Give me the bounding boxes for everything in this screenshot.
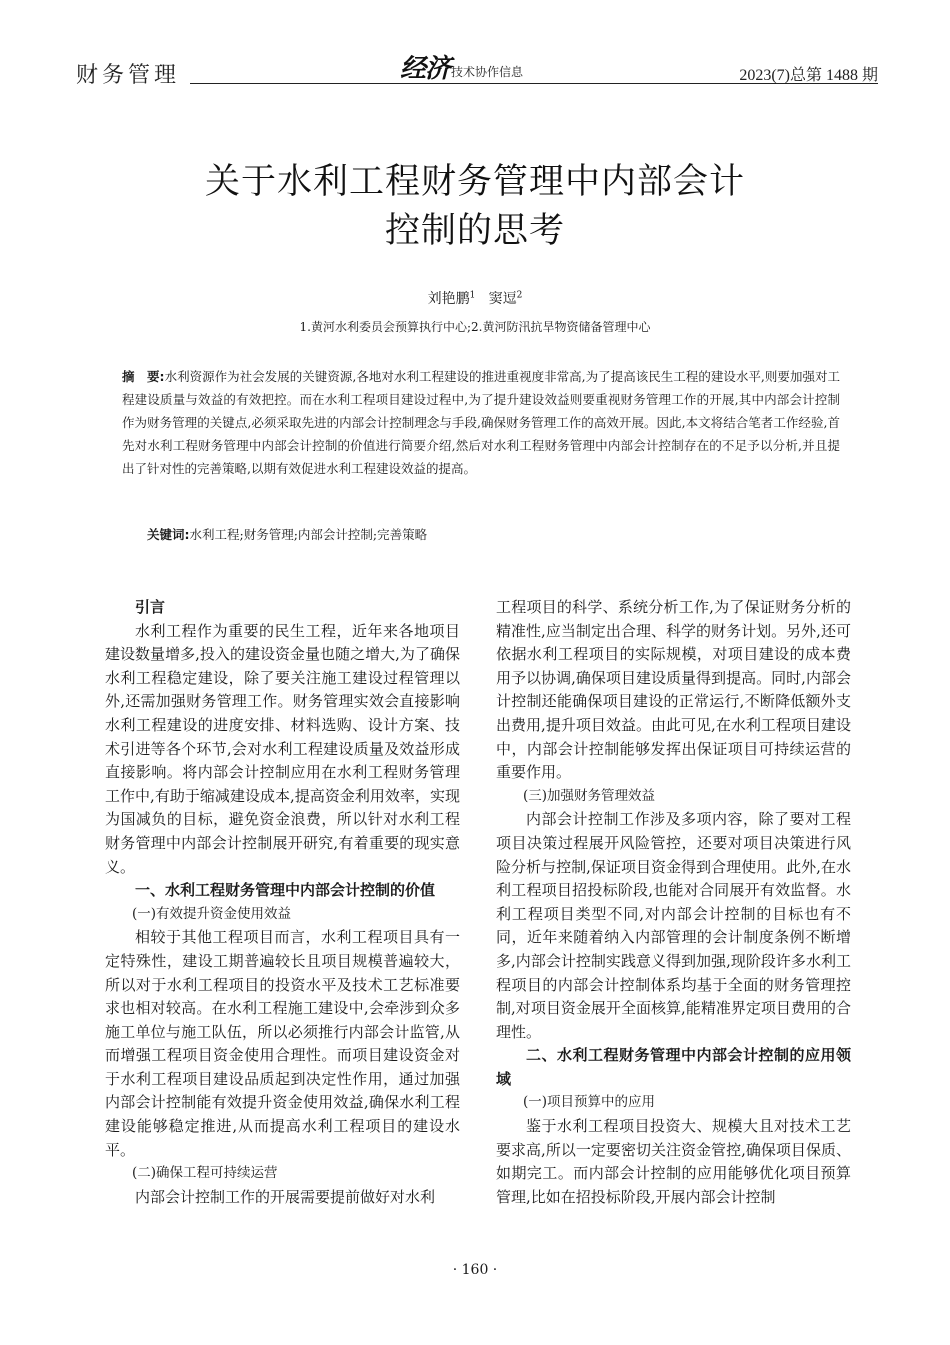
section-heading: 二、水利工程财务管理中内部会计控制的应用领域 xyxy=(496,1046,851,1088)
paragraph: 内部会计控制工作的开展需要提前做好对水利 xyxy=(135,1187,436,1206)
journal-logo: 经济 xyxy=(400,54,451,84)
subsection-heading: (一)有效提升资金使用效益 xyxy=(132,905,292,922)
keywords xyxy=(147,525,847,543)
paragraph: 内部会计控制工作涉及多项内容，除了要对工程项目决策过程展开风险管控，还要对项目决策进行风险分析与控制,保证项目资金得到合理使用。此外,在水利工程项目招投标阶段,也能对合同展开有效监督。水利工程项目类型不同,对内部会计控制的目标也有不同，近年来随着纳入内部管理的会计制度条例不断增多,内部会计控制实践意义得到加强,现阶段许多水利工程项目的内部会计控制体系均基于全面的财务管理控制,对项目资金展开全面核算,能精准界定项目费用的合理性。 xyxy=(496,810,851,1041)
subsection-heading: (三)加强财务管理效益 xyxy=(523,787,656,804)
body-column-left xyxy=(105,596,460,1209)
section-heading: 一、水利工程财务管理中内部会计控制的价值 xyxy=(135,881,436,900)
abstract-label: 摘 要: xyxy=(122,369,165,384)
paragraph: 工程项目的科学、系统分析工作,为了保证财务分析的精准性,应当制定出合理、科学的财务计划。另外,还可依据水利工程项目的实际规模，对项目建设的成本费用予以协调,确保项目建设质量得到提高。同时,内部会计控制还能确保项目建设的正常运行,不断降低额外支出费用,提升项目效益。由此可见,在水利工程项目建设中，内部会计控制能够发挥出保证项目可持续运营的重要作用。 xyxy=(496,598,851,782)
author-affil-mark: 1 xyxy=(469,290,476,301)
page-number: · 160 · xyxy=(452,1262,498,1278)
journal-name: 技术协作信息 xyxy=(451,65,524,79)
abstract-text: 水利资源作为社会发展的关键资源,各地对水利工程建设的推进重视度非常高,为了提高该民生工程的建设水平,则要加强对工程建设质量与效益的有效把控。而在水利工程项目建设过程中,为了提升建设效益则要重视财务管理工作的开展,其中内部会计控制作为财务管理的关键点,必须采取先进的内部会计控制理念与手段,确保财务管理工作的高效开展。因此,本文将结合笔者工作经验,首先对水利工程财务管理中内部会计控制的价值进行简要介绍,然后对水利工程财务管理中内部会计控制存在的不足予以分析,并且提出了针对性的完善策略,以期有效促进水利工程建设效益的提高。 xyxy=(122,369,840,476)
body-column-right xyxy=(496,596,851,1209)
paragraph: 鉴于水利工程项目投资大、规模大且对技术工艺要求高,所以一定要密切关注资金管控,确保项目保质、如期完工。而内部会计控制的应用能够优化项目预算管理,比如在招投标阶段,开展内部会计控制 xyxy=(496,1117,851,1206)
header-rule xyxy=(190,83,878,84)
subsection-heading: (二)确保工程可持续运营 xyxy=(132,1165,278,1182)
keywords-text: 水利工程;财务管理;内部会计控制;完善策略 xyxy=(189,527,428,542)
author-name: 窦逗 xyxy=(488,291,517,307)
keywords-label: 关键词: xyxy=(147,527,190,542)
article-title-line2: 控制的思考 xyxy=(384,211,565,251)
affiliations: 1.黄河水利委员会预算执行中心;2.黄河防汛抗旱物资储备管理中心 xyxy=(299,320,651,334)
authors xyxy=(0,288,950,308)
author-name: 刘艳鹏 xyxy=(427,291,470,307)
section-heading: 引言 xyxy=(135,598,166,616)
issue-number: 2023(7)总第 1488 期 xyxy=(739,67,878,84)
subsection-heading: (一)项目预算中的应用 xyxy=(523,1094,656,1111)
abstract xyxy=(122,365,840,480)
paragraph: 相较于其他工程项目而言，水利工程项目具有一定特殊性，建设工期普遍较长且项目规模普遍较大，所以对于水利工程项目的投资水平及技术工艺标准要求也相对较高。在水利工程施工建设中,会牵涉到众多施工单位与施工队伍，所以必须推行内部会计监管,从而增强工程项目资金使用合理性。而项目建设资金对于水利工程项目建设品质起到决定性作用，通过加强内部会计控制能有效提升资金使用效益,确保水利工程建设能够稳定推进,从而提高水利工程项目的建设水平。 xyxy=(105,928,460,1159)
article-title-line1: 关于水利工程财务管理中内部会计 xyxy=(204,162,745,202)
paragraph: 水利工程作为重要的民生工程，近年来各地项目建设数量增多,投入的建设资金量也随之增大,为了确保水利工程稳定建设，除了要关注施工建设过程管理以外,还需加强财务管理工作。财务管理实效会直接影响水利工程建设的进度安排、材料选购、设计方案、技术引进等各个环节,会对水利工程建设质量及效益形成直接影响。将内部会计控制应用在水利工程财务管理工作中,有助于缩减建设成本,提高资金利用效率，实现为国减负的目标，避免资金浪费，所以针对水利工程财务管理中内部会计控制展开研究,有着重要的现实意义。 xyxy=(105,621,460,876)
journal-section: 财务管理 xyxy=(76,63,181,88)
author-affil-mark: 2 xyxy=(516,290,523,301)
